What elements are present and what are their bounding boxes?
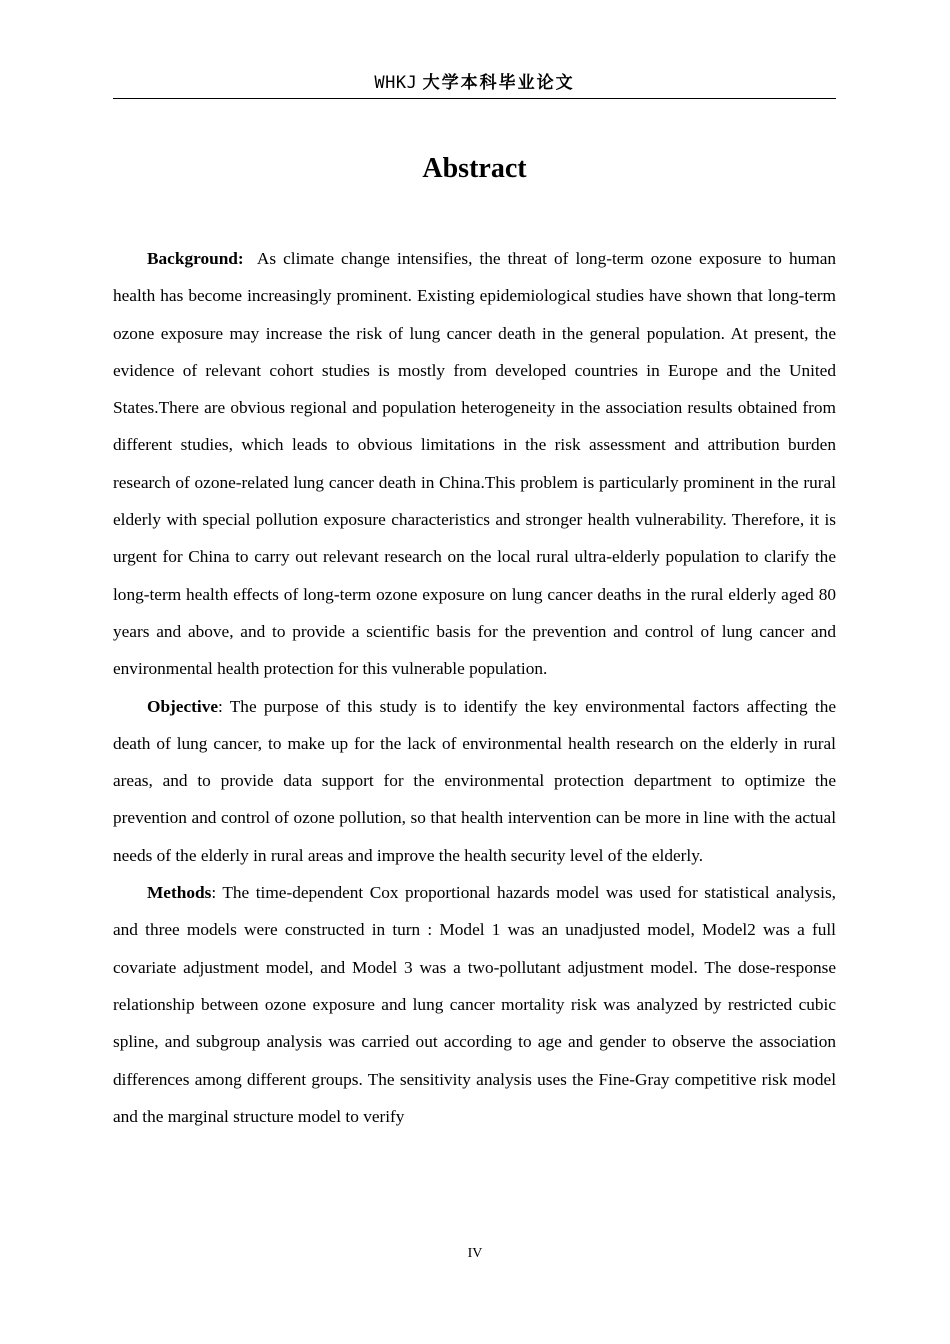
header-chinese: 大学本科毕业论文 [422, 73, 575, 93]
separator [244, 249, 257, 268]
header-latin: WHKJ [374, 73, 418, 93]
label-objective: Objective [147, 696, 219, 716]
label-methods: Methods [147, 883, 212, 903]
running-header [113, 70, 836, 96]
text-background: As climate change intensifies, the threat of long-term ozone exposure to human health has become increasingly prominent. Existing epidemiological studies have shown that long-term ozone exposure may increase the risk of lung cancer death in the general population. At present, the evidence of relevant cohort studies is mostly from developed countries in Europe and the United States.There are obvious regional and population heterogeneity in the association results obtained from different studies, which leads to obvious limitations in the risk assessment and attribution burden research of ozone-related lung cancer death in China.This problem is particularly prominent in the rural elderly with special pollution exposure characteristics and stronger health vulnerability. Therefore, it is urgent for China to carry out relevant research on the local rural ultra-elderly population to clarify the long-term health effects of long-term ozone exposure on lung cancer deaths in the rural elderly aged 80 years and above, and to provide a scientific basis for the prevention and control of lung cancer and environmental health protection for this vulnerable population. [113, 249, 837, 679]
paragraph-objective [113, 688, 836, 874]
abstract-body [113, 240, 836, 1135]
separator: : [211, 883, 223, 903]
page-title: Abstract [422, 153, 527, 184]
header-rule [113, 98, 836, 99]
page-number: IV [467, 1246, 483, 1261]
separator: : [218, 696, 230, 716]
label-background: Background: [147, 249, 244, 268]
text-methods: The time-dependent Cox proportional hazards model was used for statistical analysis, and three models were constructed in turn : Model 1 was an unadjusted model, Model2 was a full covariate adjustment model, and Model 3 was a two-pollutant adjustment model. The dose-response relationship between ozone exposure and lung cancer mortality risk was analyzed by restricted cubic spline, and subgroup analysis was carried out according to age and gender to observe the association differences among different groups. The sensitivity analysis uses the Fine-Gray competitive risk model and the marginal structure model to verify [113, 883, 836, 1126]
text-objective: The purpose of this study is to identify the key environmental factors affecting the death of lung cancer, to make up for the lack of environmental health research on the elderly in rural areas, and to provide data support for the environmental protection department to optimize the prevention and control of ozone pollution, so that health intervention can be more in line with the actual needs of the elderly in rural areas and improve the health security level of the elderly. [113, 696, 837, 865]
paragraph-background [113, 240, 836, 688]
paragraph-methods [113, 874, 836, 1135]
